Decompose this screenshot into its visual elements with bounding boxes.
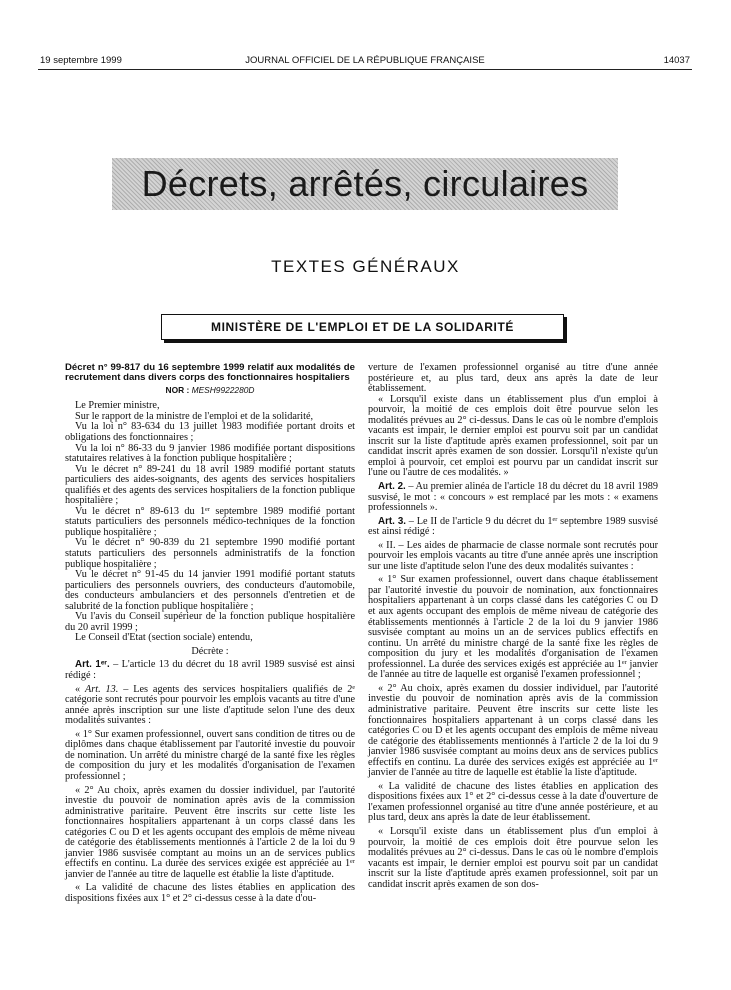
decree-title: Décret n° 99-817 du 16 septembre 1999 relatif aux modalités de recrutement dans divers corps des fonctionnaires hospitaliers (65, 362, 355, 384)
article-3 (368, 517, 658, 538)
ministry-box: MINISTÈRE DE L'EMPLOI ET DE LA SOLIDARITÉ (161, 314, 564, 340)
paragraph: Vu l'avis du Conseil supérieur de la fonction publique hospitalière du 20 avril 1999 ; (65, 611, 355, 633)
paragraph: « Lorsqu'il existe dans un établissement plus d'un emploi à pourvoir, la moitié de ces emplois doit être pourvue selon les modalités prévues au 2° ci-dessus. Dans le cas où le nombre d'emplois vacants est impair, le dernier emploi est pourvu soit par un candidat inscrit sur la liste d'aptitude après examen professionnel, soit par un candidat inscrit après examen de son dos- (368, 825, 658, 890)
paragraph: verture de l'examen professionnel organisé au titre d'une année postérieure et, au plus tard, deux ans après la date de leur établissement. (368, 362, 658, 395)
banner-title: Décrets, arrêtés, circulaires (141, 163, 589, 204)
paragraph: Vu la loi n° 86-33 du 9 janvier 1986 modifiée portant dispositions statutaires relatives à la fonction publique hospitalière ; (65, 442, 355, 465)
nor-reference (65, 385, 355, 396)
paragraph: Vu le décret n° 89-241 du 18 avril 1989 modifié portant statuts particuliers des aides-soignants, des agents des services hospitaliers qualifiés et des agents des services hospitaliers de la fonction publique hospitalière ; (65, 463, 355, 507)
paragraph: Le Conseil d'Etat (section sociale) entendu, (75, 632, 253, 644)
paragraph: « 1° Sur examen professionnel, ouvert sans condition de titres ou de diplômes dans chaque établissement par l'autorité investie du pouvoir de nomination. Un arrêté du ministre chargé de la santé fixe les règles de composition du jury et les modalités d'organisation de l'examen professionnel ; (65, 728, 355, 782)
paragraph: Vu le décret n° 90-839 du 21 septembre 1990 modifié portant statuts particuliers des personnels administratifs de la fonction publique hospitalière ; (65, 537, 355, 570)
article-3-text: – Le II de l'article 9 du décret du 1ᵉʳ septembre 1989 susvisé est ainsi rédigé : (368, 515, 658, 538)
article-1-text: – L'article 13 du décret du 18 avril 1989 susvisé est ainsi rédigé : (65, 659, 355, 682)
nor-code: MESH9922280D (191, 384, 255, 395)
paragraph: Vu la loi n° 83-634 du 13 juillet 1983 modifiée portant droits et obligations des fonctionnaires ; (65, 421, 355, 443)
paragraph: « II. – Les aides de pharmacie de classe normale sont recrutés pour pourvoir les emplois vacants au titre d'une année après une inscription sur une liste d'aptitude selon l'une des deux modalités suivantes : (368, 539, 658, 572)
article-2 (368, 482, 658, 514)
running-header (38, 55, 692, 70)
paragraph: « Lorsqu'il existe dans un établissement plus d'un emploi à pourvoir, la moitié de ces emplois doit être pourvue selon les modalités prévues au 2° ci-dessus. Dans le cas où le nombre d'emplois vacants est impair, le dernier emploi est pourvu soit par un candidat inscrit sur la liste d'aptitude après examen professionnel, soit par un candidat inscrit après examen de son dossier. Lorsqu'il n'existe qu'un emploi à pourvoir, cet emploi est pourvu par un candidat inscrit sur l'une ou l'autre de ces modalités. » (368, 393, 658, 479)
header-date: 19 septembre 1999 (40, 55, 122, 66)
article-2-label: Art. 2. (378, 481, 406, 493)
article-13-quote: « (75, 683, 85, 695)
paragraph: Sur le rapport de la ministre de l'emploi et de la solidarité, (75, 410, 314, 422)
article-13-label: Art. 13. (85, 683, 119, 695)
paragraph: Vu le décret n° 91-45 du 14 janvier 1991 modifié portant statuts particuliers des personnels ouvriers, des conducteurs d'automobile, des conducteurs ambulanciers et des personnels d'entretien et de salubrité de la fonction publique hospitalière ; (65, 569, 355, 612)
paragraph: « 2° Au choix, après examen du dossier individuel, par l'autorité investie du pouvoir de nomination après avis de la commission administrative paritaire. Peuvent être inscrits sur cette liste les fonctionnaires hospitaliers appartenant à un corps classé dans les catégories C ou D et les agents occupant des emplois de même niveau de catégorie des établissements mentionnés à l'article 2 de la loi du 9 janvier 1986 susvisée comptant au moins un an de services publics effectifs en continu. La durée des services exigée est appréciée au 1ᵉʳ janvier de l'année au titre de laquelle est établie la liste d'aptitude. (65, 784, 355, 880)
article-3-label: Art. 3. (378, 515, 406, 527)
paragraph: « 2° Au choix, après examen du dossier individuel, par l'autorité investie du pouvoir de nomination après avis de la commission administrative paritaire. Peuvent être inscrits sur cette liste les fonctionnaires hospitaliers appartenant à un corps classé dans les catégories C ou D et les agents occupant des emplois de même niveau de catégorie des établissements mentionnés à l'article 2 de la loi du 9 janvier 1986 susvisée comptant au moins deux ans de services publics effectifs en continu. La durée des services exigés est appréciée au 1ᵉʳ janvier de l'année au titre de laquelle est établie la liste d'aptitude. (368, 682, 658, 779)
article-2-text: – Au premier alinéa de l'article 18 du décret du 18 avril 1989 susvisé, le mot : « concours » est remplacé par les mots : « examens professionnels ». (368, 481, 659, 514)
section-banner (112, 158, 618, 210)
article-1-label: Art. 1ᵉʳ. (75, 659, 110, 671)
left-column (65, 363, 355, 905)
article-1 (65, 660, 355, 681)
paragraph: « La validité de chacune des listes établies en application des dispositions fixées aux 1° et 2° ci-dessus cesse à la date d'ou- (65, 882, 355, 904)
paragraph: Vu le décret n° 89-613 du 1ᵉʳ septembre 1989 modifié portant statuts particuliers des personnels médico-techniques de la fonction publique hospitalière ; (65, 505, 355, 538)
paragraph: « 1° Sur examen professionnel, ouvert dans chaque établissement par l'autorité investie du pouvoir de nomination, aux fonctionnaires hospitaliers appartenant à un corps classé dans les catégories C ou D et aux agents occupant des emplois de même niveau de catégorie des établissements mentionnés à l'article 2 de la loi du 9 janvier 1986 susvisée comptant au moins un an de services publics effectifs en continu. Un arrêté du ministre chargé de la santé fixe les règles de composition du jury et les modalités d'organisation de l'examen professionnel. La durée des services exigés est appréciée au 1ᵉʳ janvier de l'année au titre de laquelle est organisé l'examen professionnel ; (368, 574, 658, 681)
article-13-text: – Les agents des services hospitaliers qualifiés de 2ᵉ catégorie sont recrutés pour pourvoir les emplois vacants au titre d'une année après inscription sur une liste d'aptitude selon l'une des deux modalités suivantes : (65, 683, 355, 727)
header-page-number: 14037 (663, 55, 690, 66)
paragraph: Le Premier ministre, (75, 400, 160, 412)
decrete-heading: Décrète : (191, 645, 229, 657)
section-heading: TEXTES GÉNÉRAUX (271, 257, 460, 276)
nor-label: NOR : (165, 384, 190, 395)
header-journal-title: JOURNAL OFFICIEL DE LA RÉPUBLIQUE FRANÇAISE (245, 55, 485, 66)
paragraph: « La validité de chacune des listes établies en application des dispositions fixées aux 1° et 2° ci-dessus cesse à la date d'ouverture de l'examen professionnel organisé au titre d'une année postérieure, et au plus tard, deux ans après la date de leur établissement. (368, 780, 658, 824)
article-13 (65, 685, 355, 727)
right-column (368, 363, 658, 890)
